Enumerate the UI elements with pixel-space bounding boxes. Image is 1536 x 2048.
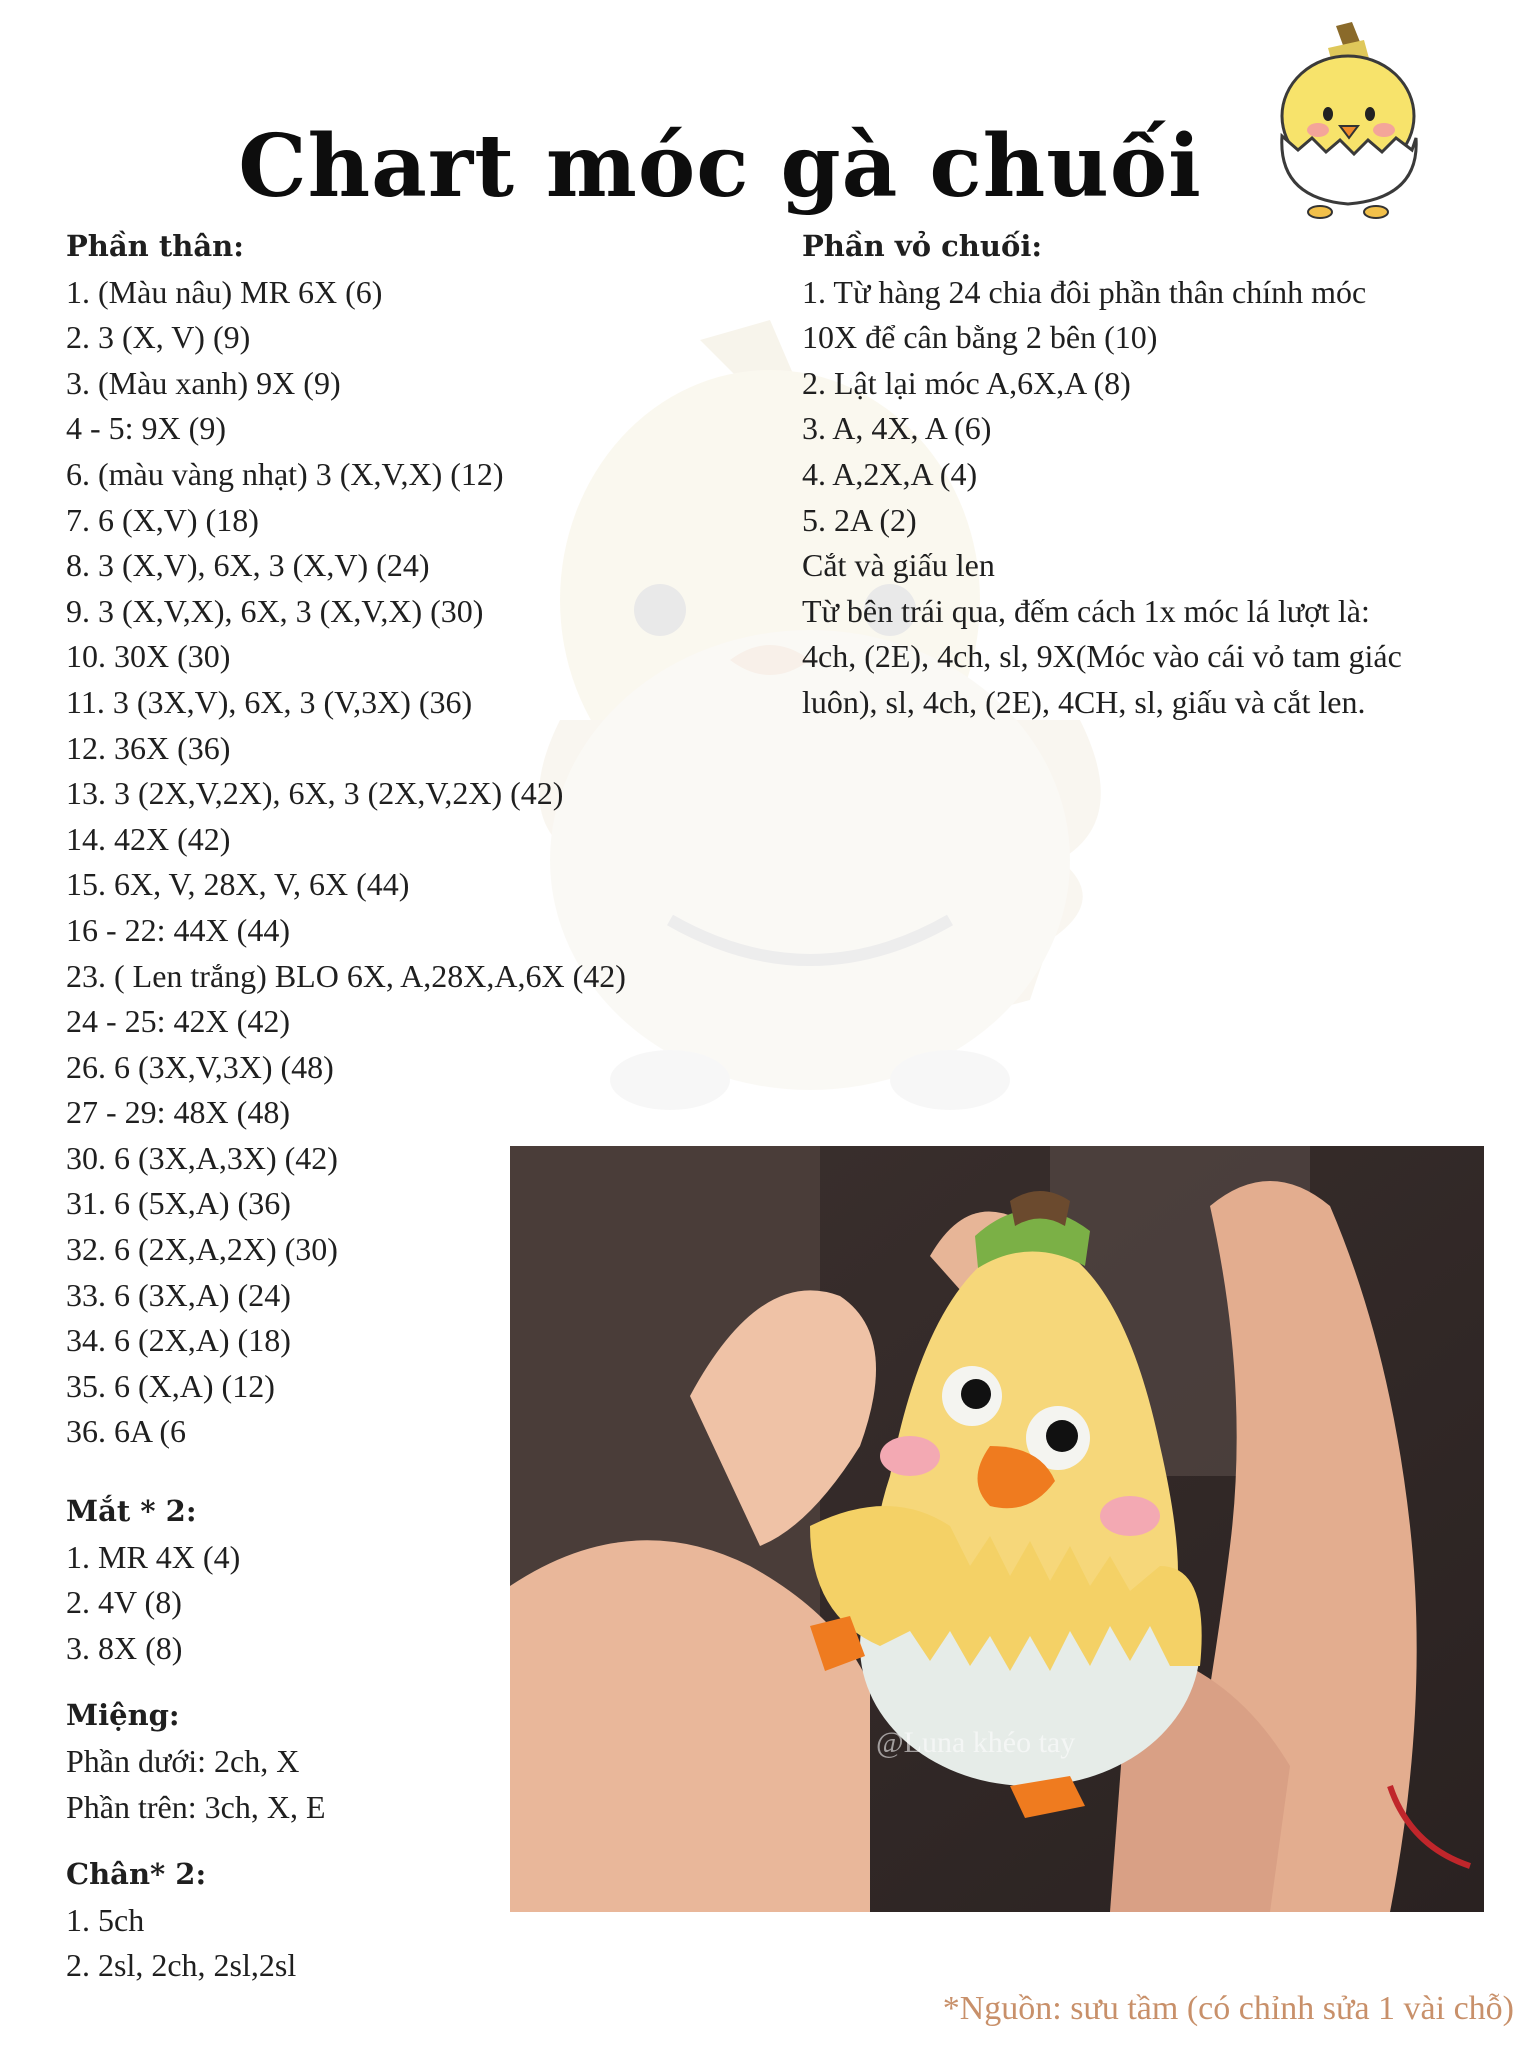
pattern-row: 3. 8X (8) — [66, 1629, 183, 1666]
pattern-row: luôn), sl, 4ch, (2E), 4CH, sl, giấu và cắt len. — [802, 683, 1366, 720]
section-heading: Phần thân: — [66, 229, 244, 263]
pattern-row: 1. Từ hàng 24 chia đôi phần thân chính móc — [802, 273, 1367, 310]
pattern-row: 16 - 22: 44X (44) — [66, 911, 290, 948]
pattern-row: 1. MR 4X (4) — [66, 1538, 241, 1575]
pattern-row: 23. ( Len trắng) BLO 6X, A,28X,A,6X (42) — [66, 957, 626, 994]
pattern-row: 3. (Màu xanh) 9X (9) — [66, 364, 341, 401]
pattern-row: 26. 6 (3X,V,3X) (48) — [66, 1048, 334, 1085]
pattern-row: 14. 42X (42) — [66, 820, 231, 857]
pattern-row: 5. 2A (2) — [802, 501, 917, 538]
pattern-row: 9. 3 (X,V,X), 6X, 3 (X,V,X) (30) — [66, 592, 484, 629]
section-heading: Chân* 2: — [66, 1857, 207, 1892]
photo-credit: @Luna khéo tay — [876, 1726, 1076, 1759]
pattern-row: 2. 2sl, 2ch, 2sl,2sl — [66, 1947, 297, 1984]
source-note: *Nguồn: sưu tầm (có chỉnh sửa 1 vài chỗ) — [942, 1990, 1514, 2027]
pattern-row: 35. 6 (X,A) (12) — [66, 1367, 275, 1404]
crochet-chick-illustration — [510, 1146, 1484, 1912]
pattern-row: 30. 6 (3X,A,3X) (42) — [66, 1139, 338, 1176]
pattern-row: 11. 3 (3X,V), 6X, 3 (V,3X) (36) — [66, 683, 473, 720]
page-title: Chart móc gà chuối — [238, 115, 1202, 217]
pattern-row: 34. 6 (2X,A) (18) — [66, 1322, 291, 1359]
pattern-row: 27 - 29: 48X (48) — [66, 1094, 290, 1131]
section-heading: Mắt * 2: — [66, 1494, 197, 1529]
pattern-row: 13. 3 (2X,V,2X), 6X, 3 (2X,V,2X) (42) — [66, 775, 564, 812]
pattern-row: 1. (Màu nâu) MR 6X (6) — [66, 273, 383, 310]
pattern-row: 4. A,2X,A (4) — [802, 455, 978, 492]
pattern-row: 24 - 25: 42X (42) — [66, 1003, 290, 1040]
pattern-row: 12. 36X (36) — [66, 729, 231, 766]
pattern-row: 4ch, (2E), 4ch, sl, 9X(Móc vào cái vỏ tam giác — [802, 638, 1402, 675]
chick-logo-icon — [1248, 18, 1438, 228]
right-column — [802, 224, 1502, 726]
pattern-row: 36. 6A (6 — [66, 1413, 186, 1450]
pattern-row: 2. 3 (X, V) (9) — [66, 319, 251, 356]
pattern-row: Cắt và giấu len — [802, 547, 995, 584]
section-heading: Miệng: — [66, 1698, 180, 1733]
pattern-row: 3. A, 4X, A (6) — [802, 410, 992, 447]
pattern-row: 1. 5ch — [66, 1901, 145, 1938]
pattern-row: Phần dưới: 2ch, X — [66, 1743, 300, 1779]
pattern-row: 10X để cân bằng 2 bên (10) — [802, 319, 1158, 356]
section-heading: Phần vỏ chuối: — [802, 229, 1043, 263]
crochet-photo — [510, 1146, 1484, 1912]
pattern-row: 4 - 5: 9X (9) — [66, 410, 226, 447]
pattern-row: 31. 6 (5X,A) (36) — [66, 1185, 291, 1222]
pattern-row: 10. 30X (30) — [66, 638, 231, 675]
pattern-row: 32. 6 (2X,A,2X) (30) — [66, 1231, 338, 1268]
pattern-row: 8. 3 (X,V), 6X, 3 (X,V) (24) — [66, 547, 430, 584]
pattern-row: Phần trên: 3ch, X, E — [66, 1788, 326, 1825]
pattern-row: 33. 6 (3X,A) (24) — [66, 1276, 291, 1313]
pattern-row: 15. 6X, V, 28X, V, 6X (44) — [66, 866, 410, 903]
pattern-row: Từ bên trái qua, đếm cách 1x móc lá lượt là: — [802, 592, 1370, 629]
pattern-row: 6. (màu vàng nhạt) 3 (X,V,X) (12) — [66, 455, 504, 492]
pattern-row: 2. 4V (8) — [66, 1584, 182, 1621]
pattern-row: 7. 6 (X,V) (18) — [66, 501, 259, 538]
pattern-row: 2. Lật lại móc A,6X,A (8) — [802, 364, 1131, 401]
